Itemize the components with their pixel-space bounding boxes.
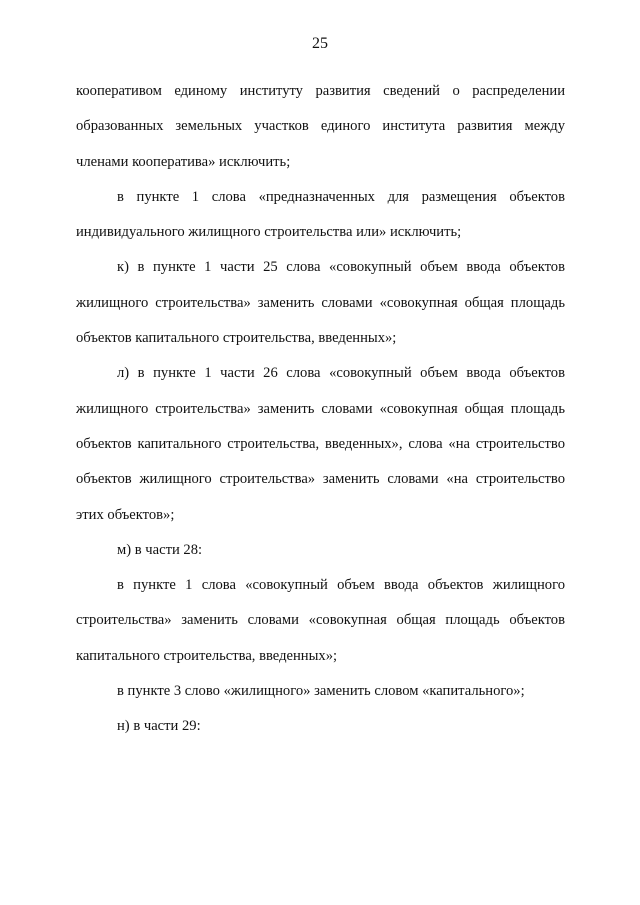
paragraph-item-n: н) в части 29:	[117, 718, 201, 735]
document-body	[76, 74, 565, 745]
paragraph-item-k: к) в пункте 1 части 25 слова «совокупный объем ввода объектов жилищного строительства» заменить словами «совокупная общая площадь объектов капитального строительства, введенных»;	[76, 259, 565, 347]
page-number: 25	[312, 35, 328, 52]
paragraph-item-m-1: в пункте 1 слова «совокупный объем ввода объектов жилищного строительства» заменить словами «совокупная общая площадь объектов капитального строительства, введенных»;	[76, 577, 565, 664]
paragraph-item-m-3: в пункте 3 слово «жилищного» заменить словом «капитального»;	[117, 683, 525, 700]
paragraph-item-m: м) в части 28:	[117, 541, 203, 558]
paragraph-continuation: кооперативом единому институту развития сведений о распределении образованных земельных участков единого института развития между членами кооператива» исключить;	[76, 83, 565, 170]
paragraph-item-l: л) в пункте 1 части 26 слова «совокупный объем ввода объектов жилищного строительства» заменить словами «совокупная общая площадь объектов капитального строительства, введенных», слова «на строительство объектов жилищного строительства» заменить словами «на строительство этих объектов»;	[76, 365, 565, 523]
paragraph-item-1: в пункте 1 слова «предназначенных для размещения объектов индивидуального жилищного строительства или» исключить;	[76, 188, 565, 241]
